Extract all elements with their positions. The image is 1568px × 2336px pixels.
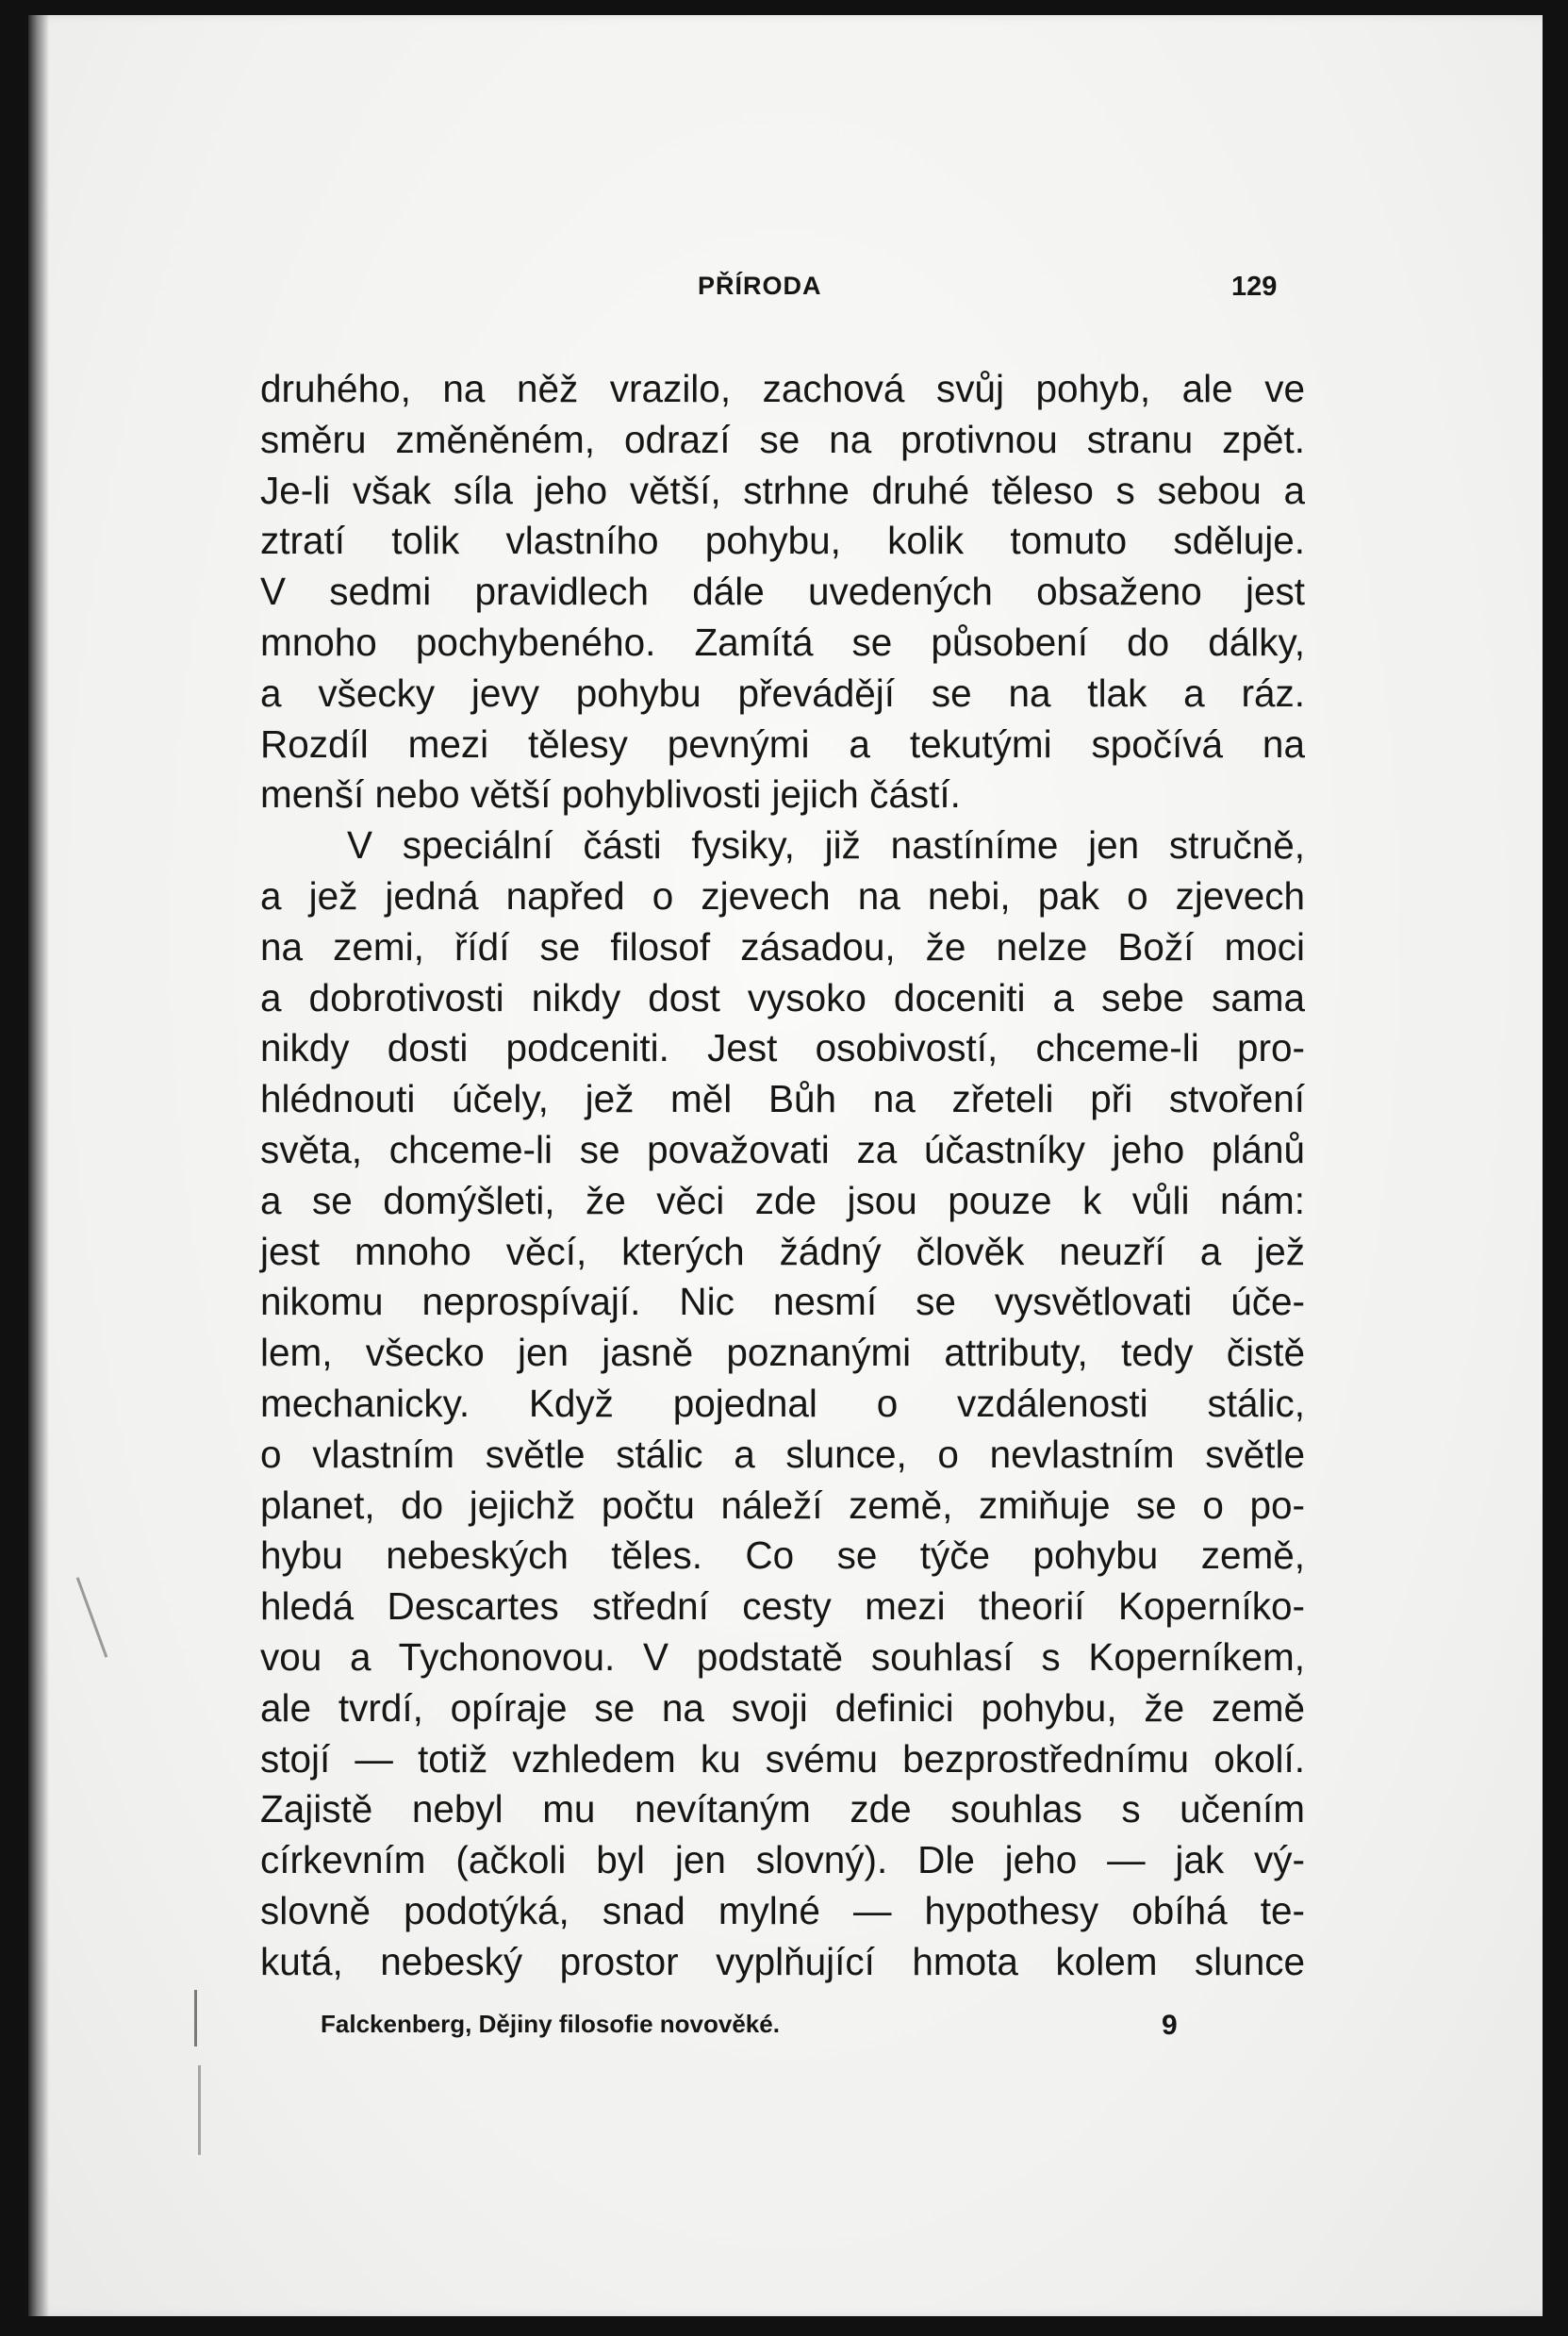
- text-line: Je-li však síla jeho větší, strhne druhé těleso s sebou a: [260, 468, 1305, 512]
- text-line: druhého, na něž vrazilo, zachová svůj pohyb, ale ve: [260, 367, 1305, 410]
- body-text: [260, 364, 1305, 1988]
- text-line: a jež jedná napřed o zjevech na nebi, pak o zjevech: [260, 873, 1305, 918]
- text-line: o vlastním světle stálic a slunce, o nevlastním světle: [260, 1432, 1305, 1476]
- text-line: světa, chceme-li se považovati za účastníky jeho plánů: [260, 1127, 1305, 1171]
- text-line: Rozdíl mezi tělesy pevnými a tekutými spočívá na: [260, 721, 1305, 766]
- text-line: V speciální části fysiky, již nastíníme jen stručně,: [347, 823, 1305, 868]
- text-line: slovně podotýká, snad mylné — hypothesy obíhá te-: [260, 1888, 1305, 1932]
- text-line: V sedmi pravidlech dále uvedených obsaženo jest: [260, 570, 1305, 614]
- text-line: a se domýšleti, že věci zde jsou pouze k vůli nám:: [260, 1178, 1305, 1222]
- text-line: ztratí tolik vlastního pohybu, kolik tomuto sděluje.: [260, 519, 1305, 563]
- text-line: a dobrotivosti nikdy dost vysoko doceniti a sebe sama: [260, 975, 1305, 1019]
- page-footer: [0, 2010, 1568, 2047]
- text-line: hledá Descartes střední cesty mezi theorií Koperníko-: [260, 1584, 1305, 1629]
- page-number: 129: [1231, 272, 1278, 302]
- text-line: mnoho pochybeného. Zamítá se působení do dálky,: [260, 620, 1305, 664]
- text-line: mechanicky. Když pojednal o vzdálenosti stálic,: [260, 1381, 1305, 1425]
- footer-citation: Falckenberg, Dějiny filosofie novověké.: [321, 2010, 780, 2038]
- text-line: hlédnouti účely, jež měl Bůh na zřeteli při stvoření: [260, 1077, 1305, 1121]
- text-line: stojí — totiž vzhledem ku svému bezprostřednímu okolí.: [260, 1736, 1305, 1781]
- text-line: směru změněném, odrazí se na protivnou stranu zpět.: [260, 417, 1305, 461]
- text-line: lem, všecko jen jasně poznanými attributy, tedy čistě: [260, 1331, 1305, 1375]
- running-title: PŘÍRODA: [698, 272, 822, 300]
- page-spine-shadow: [28, 15, 49, 2316]
- printer-signature-mark: 9: [1162, 2010, 1178, 2041]
- text-line: církevním (ačkoli byl jen slovný). Dle jeho — jak vý-: [260, 1838, 1305, 1882]
- text-line: Zajistě nebyl mu nevítaným zde souhlas s učením: [260, 1787, 1305, 1831]
- text-line: hybu nebeských těles. Co se týče pohybu země,: [260, 1533, 1305, 1578]
- text-line: a všecky jevy pohybu převádějí se na tlak a ráz.: [260, 671, 1305, 715]
- text-line: nikdy dosti podceniti. Jest osobivostí, chceme-li pro-: [260, 1026, 1305, 1070]
- text-line: ale tvrdí, opíraje se na svoji definici pohybu, že země: [260, 1685, 1305, 1730]
- text-line: vou a Tychonovou. V podstatě souhlasí s Koperníkem,: [260, 1634, 1305, 1679]
- text-line: menší nebo větší pohyblivosti jejich částí.: [260, 772, 961, 817]
- text-line: kutá, nebeský prostor vyplňující hmota kolem slunce: [260, 1939, 1305, 1983]
- scan-edge-mark: [198, 2065, 201, 2155]
- text-line: na zemi, řídí se filosof zásadou, že nelze Boží moci: [260, 924, 1305, 969]
- text-line: planet, do jejichž počtu náleží země, zmiňuje se o po-: [260, 1483, 1305, 1527]
- running-header: [0, 272, 1568, 309]
- text-line: nikomu neprospívají. Nic nesmí se vysvětlovati úče-: [260, 1280, 1305, 1324]
- text-line: jest mnoho věcí, kterých žádný člověk neuzří a jež: [260, 1229, 1305, 1273]
